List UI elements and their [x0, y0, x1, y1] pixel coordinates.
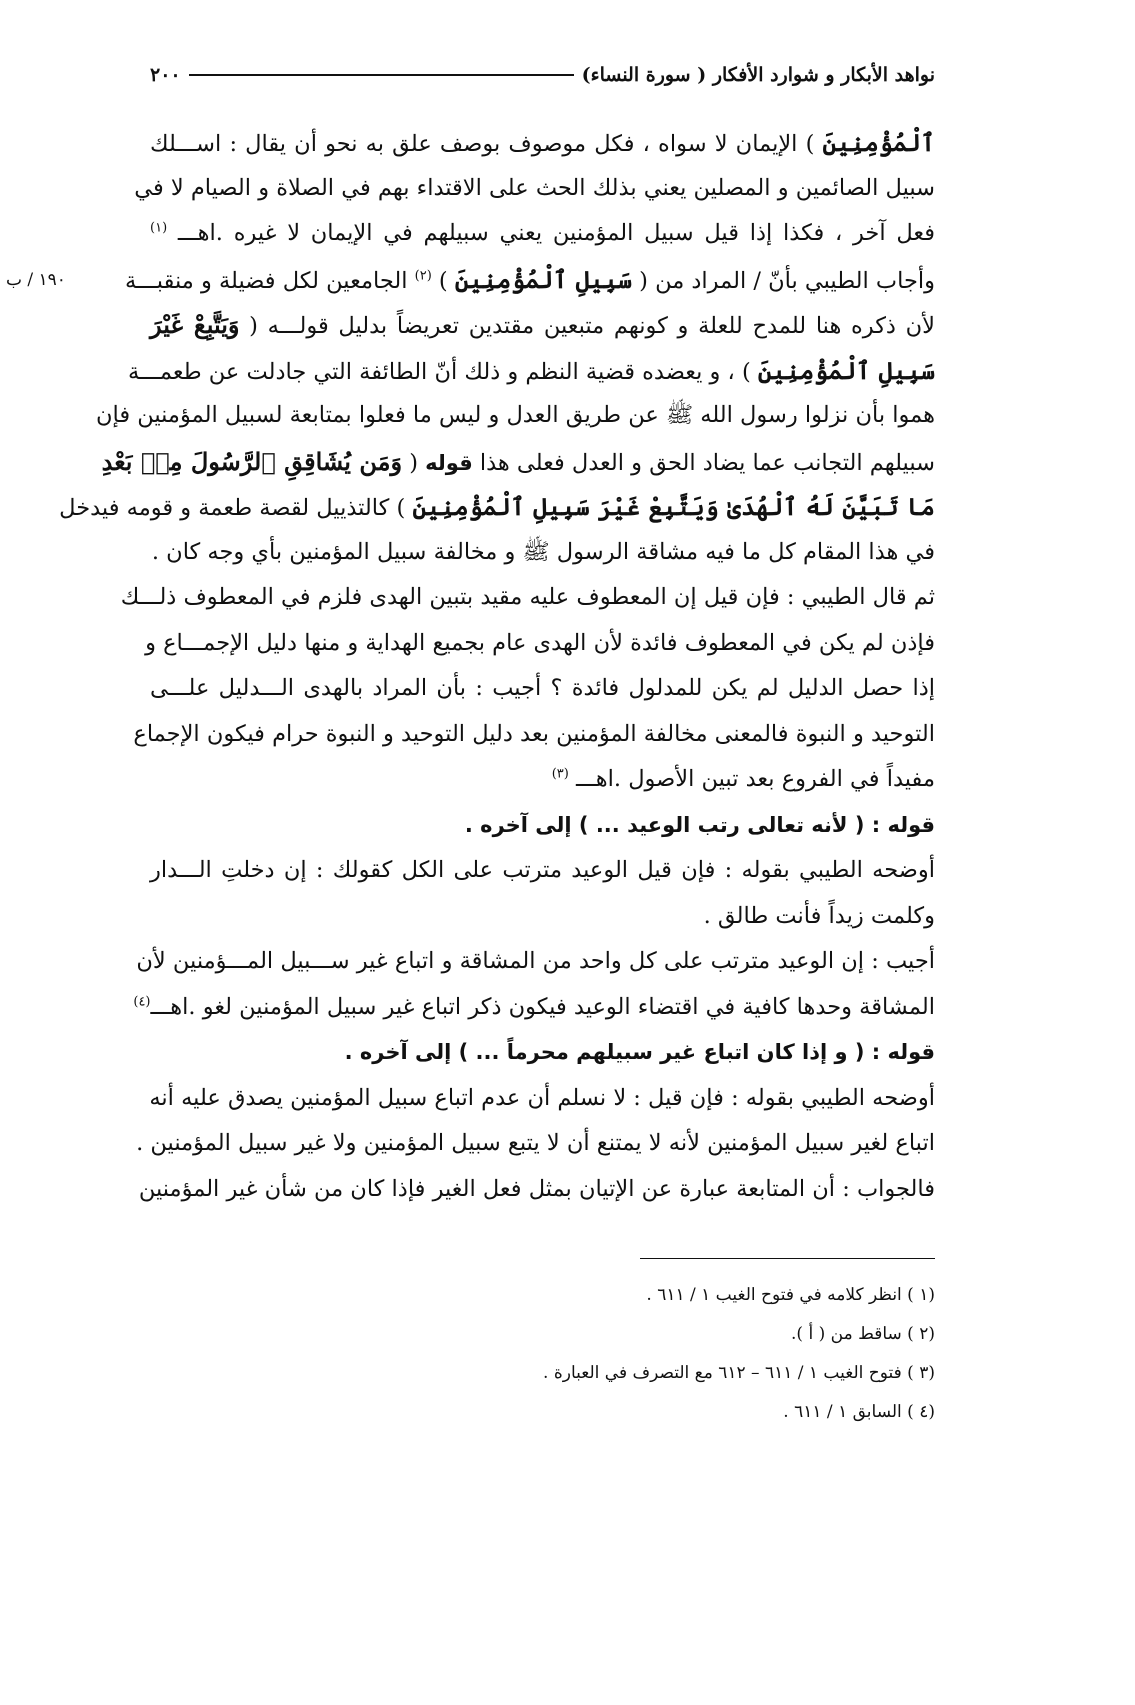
margin-folio-note: ١٩٠ / ب [6, 270, 66, 290]
qawluh-label: قوله [425, 450, 473, 475]
text-line: اتباع لغير سبيل المؤمنين لأنه لا يمتنع أن لا يتبع سبيل المؤمنين ولا غير سبيل المؤمنين . [136, 1130, 935, 1156]
text-line [150, 302, 935, 348]
text-line [124, 257, 935, 303]
quran-quote: ٱلْمُؤْمِنِينَ [822, 128, 935, 157]
text-segment: سبيلهم التجانب عما يضاد الحق و العدل فعلى هذا [472, 449, 935, 476]
footnote-ref: (٢) [414, 268, 432, 283]
text-segment: المشاقة وحدها كافية في اقتضاء الوعيد فيكون ذكر اتباع غير سبيل المؤمنين لغو .اهـــ [150, 993, 935, 1020]
quran-quote: سَبِيلِ ٱلْمُؤْمِنِينَ [454, 264, 632, 294]
footnote: (٤ ) السابق ١ / ٦١١ . [783, 1402, 935, 1422]
page-header [150, 58, 935, 92]
text-line: أوضحه الطيبي بقوله : فإن قيل الوعيد مترتب على الكل كقولك : إن دخلتِ الـــدار [150, 857, 935, 883]
body-text [59, 120, 936, 1212]
text-segment: ) الإيمان لا سواه ، فكل موصوف بوصف علق به نحو أن يقال : اســـلك [150, 131, 823, 157]
text-line: سبيل الصائمين و المصلين يعني بذلك الحث على الاقتداء بهم في الصلاة و الصيام لا في [134, 174, 935, 201]
text-segment: ( [402, 449, 426, 476]
text-segment: فعل آخر ، فكذا إذا قيل سبيل المؤمنين يعني سبيلهم في الإيمان لا غيره .اهـــ [167, 220, 935, 246]
footnote-ref: (٤) [133, 994, 151, 1009]
text-line: أجيب : إن الوعيد مترتب على كل واحد من المشاقة و اتباع غير ســـبيل المـــؤمنين لأن [136, 948, 935, 974]
text-line: أوضحه الطيبي بقوله : فإن قيل : لا نسلم أن عدم اتباع سبيل المؤمنين يصدق عليه أنه [149, 1084, 935, 1111]
text-segment: ) كالتذييل لقصة طعمة و قومه فيدخل [59, 495, 413, 521]
text-segment: ) ، و يعضده قضية النظم و ذلك أنّ الطائفة التي جادلت عن طعمـــة [128, 358, 758, 385]
section-heading: قوله : ( لأنه تعالى رتب الوعيد ... ) إلى آخره . [464, 812, 935, 837]
footnote-separator [640, 1258, 935, 1259]
section-heading: قوله : ( و إذا كان اتباع غير سبيلهم محرماً ... ) إلى آخره . [344, 1040, 935, 1064]
text-line: فإذن لم يكن في المعطوف فائدة لأن الهدى عام بجميع الهداية و منها دليل الإجمـــاع و [145, 629, 935, 656]
footnote-ref: (٣) [551, 766, 569, 782]
quran-quote: سَبِيلِ ٱلْمُؤْمِنِينَ [757, 355, 935, 385]
text-segment: لأن ذكره هنا للمدح للعلة و كونهم متبعين مقتدين تعريضاً بدليل قولـــه ( [239, 313, 936, 339]
header-rule [189, 74, 574, 76]
text-line: التوحيد و النبوة فالمعنى مخالفة المؤمنين بعد دليل التوحيد و النبوة حرام فيكون الإجماع [133, 720, 935, 747]
text-line: إذا حصل الدليل لم يكن للمدلول فائدة ؟ أجيب : بأن المراد بالهدى الـــدليل علـــى [150, 675, 935, 701]
text-line [101, 439, 935, 485]
text-line: فالجواب : أن المتابعة عبارة عن الإتيان بمثل فعل الغير فإذا كان من شأن غير المؤمنين [138, 1175, 935, 1202]
text-line [59, 484, 935, 530]
text-line: ثم قال الطيبي : فإن قيل إن المعطوف عليه مقيد بتبين الهدى فلزم في المعطوف ذلـــك [120, 584, 935, 610]
text-line: في هذا المقام كل ما فيه مشاقة الرسول ﷺ و مخالفة سبيل المؤمنين بأي وجه كان . [151, 538, 935, 565]
text-line [150, 120, 935, 166]
text-line: هموا بأن نزلوا رسول الله ﷺ عن طريق العدل و ليس ما فعلوا بمتابعة لسبيل المؤمنين فإن [95, 402, 935, 428]
quran-quote: وَيَتَّبِعْ غَيْرَ [150, 310, 240, 339]
running-title: نواهد الأبكار و شوارد الأفكار ( سورة النساء) [581, 64, 935, 86]
footnote: (٢ ) ساقط من ( أ ). [791, 1324, 935, 1344]
footnotes [150, 1276, 935, 1432]
text-segment: مفيداً في الفروع بعد تبين الأصول .اهـــ [568, 766, 935, 792]
quran-quote: مَا تَبَيَّنَ لَهُ ٱلْهُدَىٰ وَيَتَّبِعْ غَيْرَ سَبِيلِ ٱلْمُؤْمِنِينَ [412, 492, 935, 521]
text-segment: ) [431, 267, 455, 294]
page-number: ٢٠٠ [150, 64, 181, 86]
text-line [133, 985, 935, 1031]
quran-quote: وَمَن يُشَاقِقِ ٱلرَّسُولَ مِنۢ بَعْدِ [101, 446, 403, 476]
text-line [150, 757, 935, 803]
text-line [150, 211, 935, 257]
text-segment: الجامعين لكل فضيلة و منقبـــة [124, 267, 415, 294]
footnote: (٣ ) فتوح الغيب ١ / ٦١١ – ٦١٢ مع التصرف في العبارة . [543, 1363, 935, 1383]
text-line: وكلمت زيداً فأنت طالق . [703, 902, 935, 929]
text-line [128, 348, 935, 394]
footnote-ref: (١) [150, 220, 168, 236]
text-segment: وأجاب الطيبي بأنّ / المراد من ( [631, 267, 935, 294]
footnote: (١ ) انظر كلامه في فتوح الغيب ١ / ٦١١ . [646, 1285, 935, 1305]
